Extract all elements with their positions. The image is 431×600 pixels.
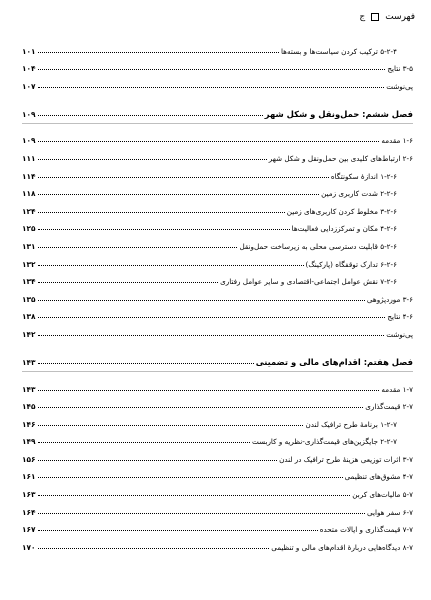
dot-leader bbox=[38, 363, 254, 364]
dot-leader bbox=[38, 407, 364, 408]
page-number: ۱۰۷ bbox=[22, 81, 36, 91]
dot-leader bbox=[38, 442, 250, 443]
toc-entry[interactable] bbox=[22, 304, 413, 322]
toc-entry[interactable] bbox=[22, 38, 413, 56]
toc-entry-label: ۵-۷ مالیات‌های کربن bbox=[352, 490, 413, 500]
toc-entry[interactable] bbox=[22, 198, 413, 216]
dot-leader bbox=[38, 300, 365, 301]
header-title: فهرست bbox=[385, 12, 415, 22]
page-number: ۱۵۶ bbox=[22, 454, 36, 464]
dot-leader bbox=[38, 229, 290, 230]
dot-leader bbox=[38, 317, 386, 318]
heading-divider bbox=[22, 371, 413, 373]
toc-entry[interactable] bbox=[22, 429, 413, 447]
toc-entry[interactable] bbox=[22, 251, 413, 269]
page-number: ۱۲۴ bbox=[22, 206, 36, 216]
toc-entry-label: ۵-۲-۴ ترکیب کردن سیاست‌ها و بسته‌ها bbox=[280, 46, 397, 56]
toc-entry[interactable] bbox=[22, 269, 413, 287]
section-gap bbox=[22, 91, 413, 99]
dot-leader bbox=[38, 69, 386, 70]
page-number: ۱۰۴ bbox=[22, 64, 36, 74]
heading-divider bbox=[22, 123, 413, 125]
toc-entry-label: ۷-۷ قیمت‌گذاری و ایالات متحده bbox=[319, 525, 413, 535]
square-icon bbox=[371, 13, 379, 21]
page-header bbox=[16, 9, 415, 25]
dot-leader bbox=[38, 159, 267, 160]
page-number: ۱۷۰ bbox=[22, 542, 36, 552]
page-number: ۱۴۵ bbox=[22, 402, 36, 412]
toc-entry-label: ۱-۲-۷ برنامهٔ طرح ترافیک لندن bbox=[305, 419, 397, 429]
dot-leader bbox=[38, 115, 263, 116]
page-number: ۱۲۵ bbox=[22, 224, 36, 234]
toc-entry[interactable] bbox=[22, 163, 413, 181]
section-gap bbox=[22, 339, 413, 347]
dot-leader bbox=[38, 548, 270, 549]
toc-entry[interactable] bbox=[22, 56, 413, 74]
toc-entry-label: پی‌نوشت bbox=[386, 81, 413, 91]
toc-entry-label: ۱-۲-۶ اندازهٔ سکونتگاه bbox=[330, 171, 397, 181]
toc-entry-label: ۴-۲-۶ مکان و تمرکززدایی فعالیت‌ها bbox=[291, 224, 397, 234]
dot-leader bbox=[38, 212, 285, 213]
page-number: ۱۱۴ bbox=[22, 171, 36, 181]
toc-entry[interactable] bbox=[22, 534, 413, 552]
toc-entry-label: ۳-۷ اثرات توزیعی هزینهٔ طرح ترافیک در لندن bbox=[279, 454, 413, 464]
page-number: ۱۴۶ bbox=[22, 419, 36, 429]
page-number: ۱۶۴ bbox=[22, 507, 36, 517]
toc-entry[interactable] bbox=[22, 73, 413, 91]
toc-entry-label: ۶-۷ سفر هوایی bbox=[366, 507, 413, 517]
toc-entry-label: ۳-۲-۶ مخلوط کردن کاربری‌های زمین bbox=[286, 206, 397, 216]
toc-entry-label: ۴-۷ مشوق‌های تنظیمی bbox=[344, 472, 413, 482]
page-number: ۱۱۱ bbox=[22, 153, 36, 163]
toc-entry-label: ۲-۲-۶ شدت کاربری زمین bbox=[321, 189, 397, 199]
page-number: ۱۳۲ bbox=[22, 259, 36, 269]
toc-entry-label: ۲-۲-۷ جایگزین‌های قیمت‌گذاری-نظریه و کاربست bbox=[251, 437, 397, 447]
toc-entry-label: ۲-۶ ارتباط‌های کلیدی بین حمل‌ونقل و شکل شهر bbox=[268, 153, 413, 163]
toc-entry[interactable] bbox=[22, 321, 413, 339]
page-number: ۱۴۳ bbox=[22, 384, 36, 394]
dot-leader bbox=[38, 194, 320, 195]
toc-entry[interactable] bbox=[22, 481, 413, 499]
chapter-title: فصل هفتم: اقدام‌های مالی و تضمینی bbox=[255, 356, 413, 367]
toc-entry-label: ۲-۷ قیمت‌گذاری bbox=[365, 402, 413, 412]
chapter-heading[interactable] bbox=[22, 99, 413, 119]
toc-entry-label: ۸-۷ دیدگاه‌هایی دربارهٔ اقدام‌های مالی و تنظیمی bbox=[271, 542, 413, 552]
dot-leader bbox=[38, 495, 351, 496]
dot-leader bbox=[38, 425, 304, 426]
dot-leader bbox=[38, 177, 329, 178]
page-number: ۱۶۷ bbox=[22, 525, 36, 535]
page-number: ۱۰۹ bbox=[22, 136, 36, 146]
dot-leader bbox=[38, 52, 279, 53]
page-number: ۱۳۱ bbox=[22, 241, 36, 251]
chapter-title: فصل ششم: حمل‌ونقل و شکل شهر bbox=[264, 108, 413, 119]
toc-entry[interactable] bbox=[22, 464, 413, 482]
page-number: ۱۴۳ bbox=[22, 357, 36, 367]
toc-entry-label: پی‌نوشت bbox=[386, 329, 413, 339]
toc-entry-label: ۷-۲-۶ نقش عوامل اجتماعی-اقتصادی و سایر عوامل رفتاری bbox=[220, 277, 397, 287]
dot-leader bbox=[38, 335, 385, 336]
toc-entry[interactable] bbox=[22, 411, 413, 429]
page-number: ۱۰۱ bbox=[22, 46, 36, 56]
dot-leader bbox=[38, 477, 343, 478]
toc-entry-label: ۳-۵ نتایج bbox=[387, 64, 413, 74]
dot-leader bbox=[38, 87, 385, 88]
page-number: ۱۱۸ bbox=[22, 189, 36, 199]
toc-entry-label: ۴-۶ نتایج bbox=[387, 312, 413, 322]
page-number: ۱۳۴ bbox=[22, 277, 36, 287]
toc-entry[interactable] bbox=[22, 446, 413, 464]
toc-entry[interactable] bbox=[22, 517, 413, 535]
dot-leader bbox=[38, 141, 380, 142]
dot-leader bbox=[38, 530, 318, 531]
page-number: ۱۴۲ bbox=[22, 329, 36, 339]
toc-entry-label: ۵-۲-۶ قابلیت دسترسی محلی به زیرساخت حمل‌ونقل bbox=[239, 241, 397, 251]
toc-entry[interactable] bbox=[22, 376, 413, 394]
toc-entry-label: ۱-۶ مقدمه bbox=[381, 136, 413, 146]
toc-entry-label: ۶-۲-۶ تدارک توقفگاه (پارکینگ) bbox=[305, 259, 397, 269]
dot-leader bbox=[38, 247, 238, 248]
toc-entry[interactable] bbox=[22, 499, 413, 517]
table-of-contents bbox=[22, 38, 413, 552]
toc-entry[interactable] bbox=[22, 233, 413, 251]
toc-entry-label: ۳-۶ موردپژوهی bbox=[366, 294, 413, 304]
toc-entry[interactable] bbox=[22, 145, 413, 163]
page-number: ۱۶۳ bbox=[22, 490, 36, 500]
chapter-heading[interactable] bbox=[22, 347, 413, 367]
page-number: ۱۶۱ bbox=[22, 472, 36, 482]
dot-leader bbox=[38, 460, 278, 461]
dot-leader bbox=[38, 282, 219, 283]
toc-entry-label: ۱-۷ مقدمه bbox=[381, 384, 413, 394]
toc-entry[interactable] bbox=[22, 181, 413, 199]
page-letter: ج bbox=[359, 12, 366, 22]
toc-entry[interactable] bbox=[22, 286, 413, 304]
toc-entry[interactable] bbox=[22, 394, 413, 412]
dot-leader bbox=[38, 390, 380, 391]
page-number: ۱۳۵ bbox=[22, 294, 36, 304]
dot-leader bbox=[38, 265, 304, 266]
toc-entry[interactable] bbox=[22, 216, 413, 234]
dot-leader bbox=[38, 513, 365, 514]
page-number: ۱۴۹ bbox=[22, 437, 36, 447]
toc-entry[interactable] bbox=[22, 128, 413, 146]
page-number: ۱۳۸ bbox=[22, 312, 36, 322]
page-number: ۱۰۹ bbox=[22, 109, 36, 119]
